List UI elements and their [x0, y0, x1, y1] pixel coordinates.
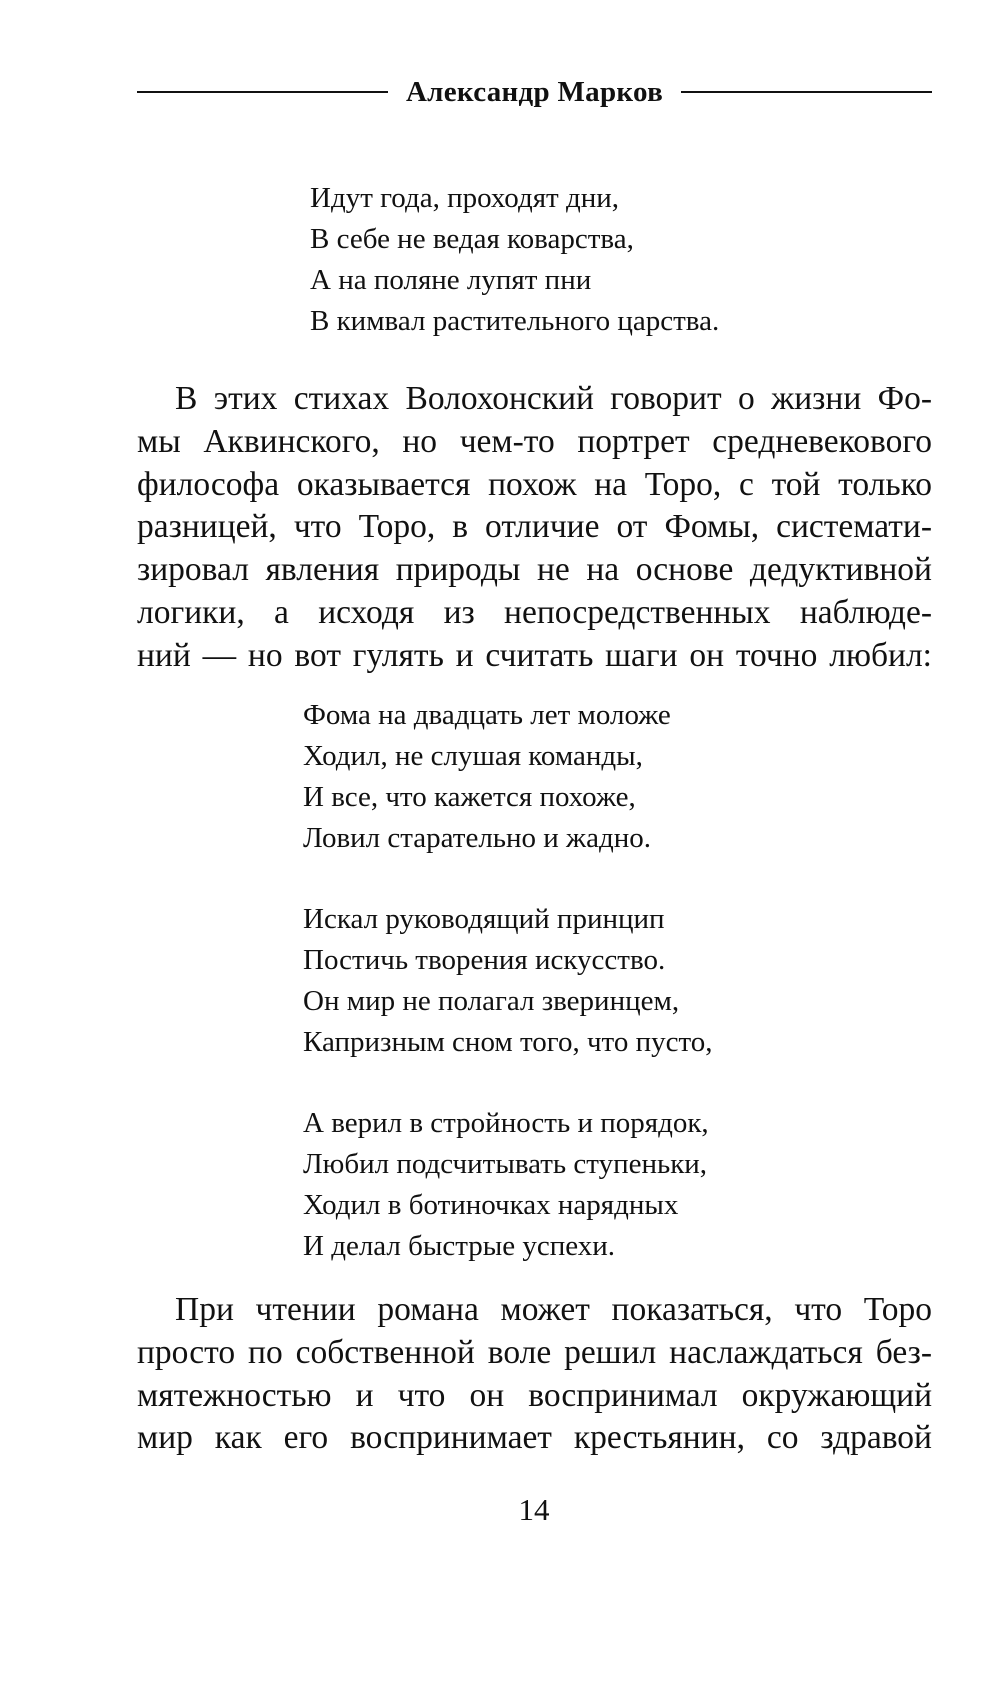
- header-rule-right: [681, 91, 932, 93]
- header-author: Александр Марков: [405, 76, 664, 108]
- poem-line: Искал руководящий принцип: [303, 903, 665, 935]
- poem-excerpt-2: [303, 695, 713, 1267]
- header-rule-left: [137, 91, 388, 93]
- paragraph-line: разницей, что Торо, в отличие от Фомы, системати-: [137, 508, 932, 546]
- paragraph-line: При чтении романа может показаться, что Торо: [175, 1291, 932, 1328]
- poem-line: Фома на двадцать лет моложе: [303, 699, 671, 731]
- body-paragraph-2: [137, 1289, 932, 1460]
- poem-line: В кимвал растительного царства.: [310, 305, 720, 337]
- paragraph-line: философа оказывается похож на Торо, с той только: [137, 465, 932, 503]
- poem-line: Капризным сном того, что пусто,: [303, 1026, 713, 1058]
- poem-line: А верил в стройность и порядок,: [303, 1107, 709, 1139]
- poem-stanza: [303, 899, 713, 1063]
- paragraph-line: мир как его воспринимает крестьянин, со здравой: [137, 1419, 932, 1457]
- page-number: 14: [518, 1492, 550, 1527]
- poem-line: Постичь творения искусство.: [303, 944, 666, 976]
- poem-line: Идут года, проходят дни,: [310, 182, 620, 214]
- poem-stanza: [310, 178, 719, 342]
- poem-line: Ходил в ботиночках нарядных: [303, 1189, 679, 1221]
- poem-stanza: [303, 1103, 713, 1267]
- paragraph-line: логики, а исходя из непосредственных наблюде-: [137, 593, 932, 631]
- poem-line: Он мир не полагал зверинцем,: [303, 985, 680, 1017]
- paragraph-line: мы Аквинского, но чем-то портрет средневекового: [137, 422, 932, 460]
- poem-line: Ловил старательно и жадно.: [303, 822, 651, 854]
- poem-line: Ходил, не слушая команды,: [303, 740, 643, 772]
- paragraph-line: зировал явления природы не на основе дедуктивной: [137, 551, 932, 589]
- paragraph-line: мятежностью и что он воспринимал окружающий: [137, 1376, 932, 1414]
- poem-line: И все, что кажется похоже,: [303, 781, 636, 813]
- paragraph-line: просто по собственной воле решил наслаждаться без-: [137, 1333, 932, 1371]
- poem-line: В себе не ведая коварства,: [310, 223, 634, 255]
- poem-excerpt-1: [310, 178, 719, 342]
- poem-stanza: [303, 695, 713, 859]
- body-paragraph-1: [137, 378, 932, 678]
- poem-line: Любил подсчитывать ступеньки,: [303, 1148, 708, 1180]
- paragraph-line: ний — но вот гулять и считать шаги он точно любил:: [137, 636, 932, 674]
- paragraph-line: В этих стихах Волохонский говорит о жизни Фо-: [175, 380, 932, 417]
- running-header: [137, 72, 932, 112]
- poem-line: И делал быстрые успехи.: [303, 1230, 616, 1262]
- poem-line: А на поляне лупят пни: [310, 264, 592, 296]
